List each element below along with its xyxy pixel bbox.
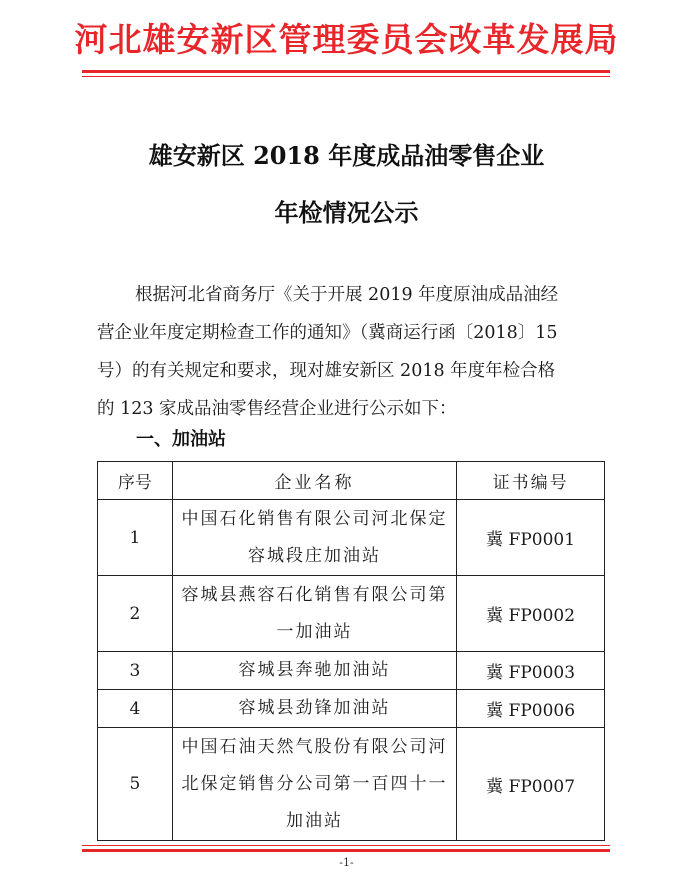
table-row [98,576,605,652]
company-name [172,728,456,841]
row-number: 3 [98,652,173,690]
body-line: 营企业年度定期检查工作的通知》（冀商运行函〔2018〕15 [97,323,558,343]
company-name-line: 中国石油天然气股份有限公司河 [181,736,448,757]
certificate-number: 冀 FP0002 [457,576,605,652]
page-number: -1- [339,856,354,869]
footer-rule-thin [82,845,610,846]
body-line: 根据河北省商务厅《关于开展 2019 年度原油成品油经 [135,285,559,305]
company-name-line: 北保定销售分公司第一百四十一 [181,773,448,794]
gas-station-table [97,461,605,841]
table-row [98,690,605,728]
certificate-number: 冀 FP0003 [457,652,605,690]
column-header-name: 企业名称 [172,462,456,500]
letterhead-rule-thin [82,76,610,77]
company-name-line: 容城县燕容石化销售有限公司第 [181,584,448,605]
body-line: 的 123 家成品油零售经营企业进行公示如下： [97,399,457,419]
column-header-cert: 证书编号 [457,462,605,500]
company-name-line: 加油站 [286,810,343,831]
row-number: 4 [98,690,173,728]
row-number: 5 [98,728,173,841]
certificate-number: 冀 FP0006 [457,690,605,728]
company-name-line: 中国石化销售有限公司河北保定 [181,508,448,529]
agency-letterhead: 河北雄安新区管理委员会改革发展局 [74,20,619,59]
certificate-number: 冀 FP0007 [457,728,605,841]
table-row [98,500,605,576]
company-name-line: 容城段庄加油站 [248,545,381,566]
company-name: 容城县奔驰加油站 [172,652,456,690]
table-row [98,652,605,690]
row-number: 1 [98,500,173,576]
body-paragraph [97,276,602,428]
certificate-number: 冀 FP0001 [457,500,605,576]
document-title-line2: 年检情况公示 [274,198,419,227]
body-line: 号）的有关规定和要求，现对雄安新区 2018 年度年检合格 [97,361,556,381]
table-header-row [98,462,605,500]
document-title-line1: 雄安新区 2018 年度成品油零售企业 [148,141,545,170]
company-name-line: 一加油站 [276,621,353,642]
column-header-number: 序号 [98,462,173,500]
company-name [172,576,456,652]
row-number: 2 [98,576,173,652]
company-name [172,500,456,576]
table-row [98,728,605,841]
footer-rule-thick [82,849,610,852]
letterhead-rule-thick [82,70,610,73]
company-name: 容城县劲锋加油站 [172,690,456,728]
section-heading: 一、加油站 [136,429,226,450]
